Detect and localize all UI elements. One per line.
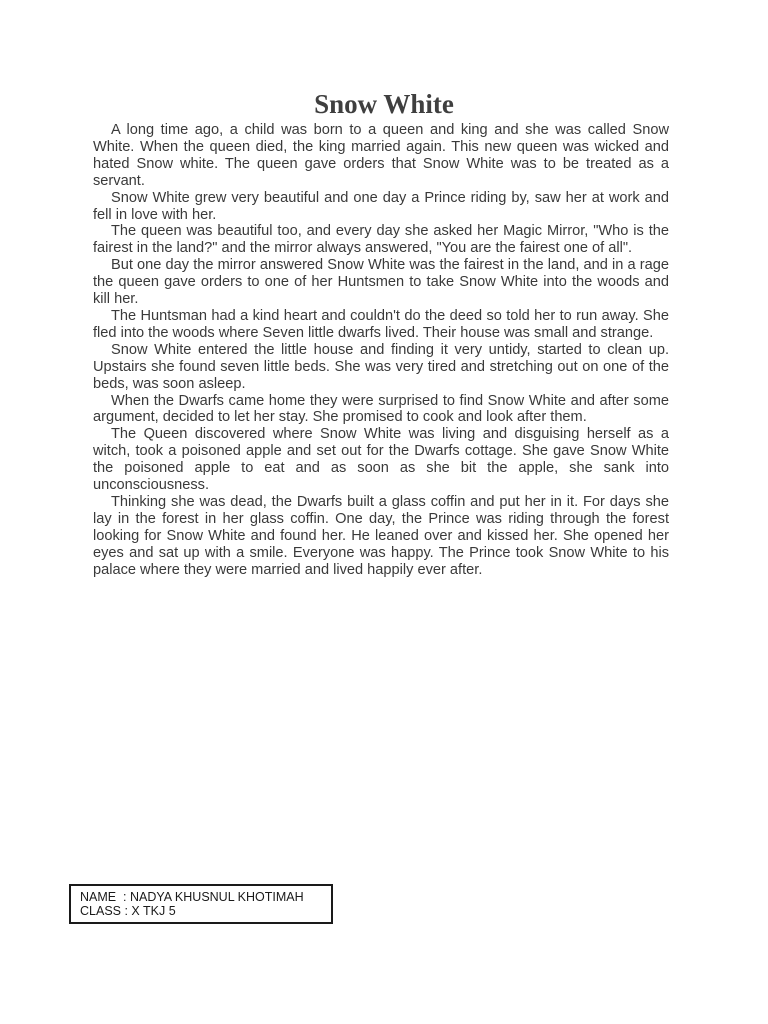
paragraph: Snow White entered the little house and finding it very untidy, started to clean up. Upstairs she found seven little beds. She was very tired and stretching out on one of the beds, was soon asleep. bbox=[93, 341, 669, 392]
paragraph: Thinking she was dead, the Dwarfs built a glass coffin and put her in it. For days she lay in the forest in her glass coffin. One day, the Prince was riding through the forest looking for Snow White and found her. He leaned over and kissed her. She opened her eyes and sat up with a smile. Everyone was happy. The Prince took Snow White to his palace where they were married and lived happily ever after. bbox=[93, 493, 669, 578]
paragraph: The queen was beautiful too, and every day she asked her Magic Mirror, "Who is the fairest in the land?" and the mirror always answered, "You are the fairest one of all". bbox=[93, 223, 669, 257]
paragraph: When the Dwarfs came home they were surprised to find Snow White and after some argument, decided to let her stay. She promised to cook and look after them. bbox=[93, 392, 669, 426]
paragraph: A long time ago, a child was born to a queen and king and she was called Snow White. When the queen died, the king married again. This new queen was wicked and hated Snow white. The queen gave orders that Snow White was to be treated as a servant. bbox=[93, 122, 669, 189]
student-class-line: CLASS : X TKJ 5 bbox=[80, 904, 176, 918]
student-name-line: NAME : NADYA KHUSNUL KHOTIMAH bbox=[80, 890, 304, 904]
paragraph: But one day the mirror answered Snow White was the fairest in the land, and in a rage the queen gave orders to one of her Huntsmen to take Snow White into the woods and kill her. bbox=[93, 257, 669, 308]
paragraph: Snow White grew very beautiful and one day a Prince riding by, saw her at work and fell in love with her. bbox=[93, 189, 669, 223]
paragraph: The Queen discovered where Snow White was living and disguising herself as a witch, took a poisoned apple and set out for the Dwarfs cottage. She gave Snow White the poisoned apple to eat and as soon as she bit the apple, she sank into unconsciousness. bbox=[93, 426, 669, 494]
paragraph: The Huntsman had a kind heart and couldn't do the deed so told her to run away. She fled into the woods where Seven little dwarfs lived. Their house was small and strange. bbox=[93, 307, 669, 341]
story-body bbox=[93, 122, 669, 578]
document-title: Snow White bbox=[314, 89, 454, 119]
student-info-box bbox=[69, 884, 333, 924]
